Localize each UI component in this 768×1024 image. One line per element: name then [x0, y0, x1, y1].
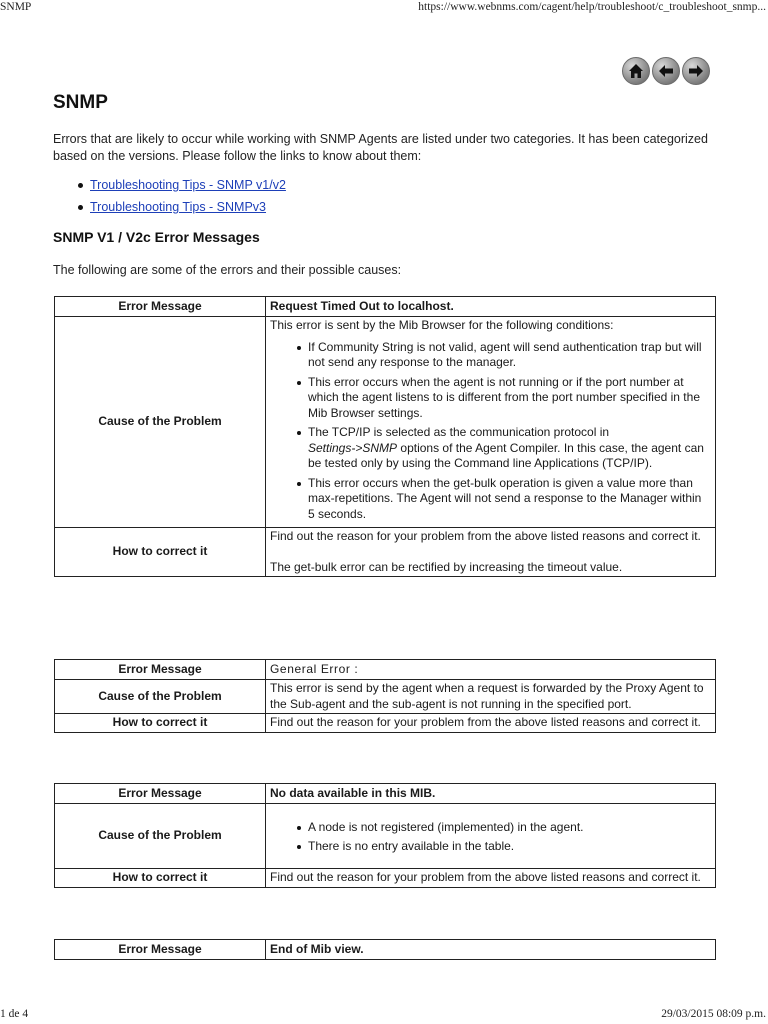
print-footer	[0, 1006, 768, 1024]
settings-path: Settings->SNMP	[308, 440, 398, 455]
error-table-end-of-mib-view	[54, 939, 716, 960]
correction-cell	[266, 528, 716, 577]
forward-arrow-icon[interactable]	[682, 57, 710, 85]
list-item: If Community String is not valid, agent will send authentication trap but will not send any response to the manager.	[308, 340, 711, 371]
troubleshooting-links	[53, 176, 286, 220]
page-title: SNMP	[53, 92, 108, 113]
home-icon[interactable]	[622, 57, 650, 85]
page-navigation	[622, 57, 710, 85]
list-item	[53, 198, 286, 220]
list-item	[53, 176, 286, 198]
print-header	[0, 0, 768, 16]
error-message-value: End of Mib view.	[266, 940, 716, 960]
how-to-correct-label: How to correct it	[55, 528, 266, 577]
how-to-correct-label: How to correct it	[55, 869, 266, 888]
link-snmpv3[interactable]: Troubleshooting Tips - SNMPv3	[90, 200, 267, 214]
error-message-label: Error Message	[55, 940, 266, 960]
cause-list	[270, 340, 711, 523]
cause-text: The TCP/IP is selected as the communication protocol in	[308, 425, 610, 439]
cause-text: options of the Agent Compiler. In this case, the agent can be tested only by using the Command line Applications (TCP/IP).	[308, 440, 704, 470]
error-message-label: Error Message	[55, 784, 266, 804]
intro-paragraph: Errors that are likely to occur while working with SNMP Agents are listed under two categories. It has been categorized based on the versions. Please follow the links to know about them:	[53, 132, 708, 163]
correction-text: Find out the reason for your problem from the above listed reasons and correct it.	[270, 529, 701, 543]
section-title: SNMP V1 / V2c Error Messages	[53, 229, 260, 245]
error-message-value: Request Timed Out to localhost.	[266, 297, 716, 317]
print-datetime: 29/03/2015 08:09 p.m.	[661, 1008, 766, 1020]
list-item: This error occurs when the get-bulk operation is given a value more than max-repetitions. The Agent will not send a response to the Manager within 5 seconds.	[308, 476, 711, 523]
link-snmp-v1-v2[interactable]: Troubleshooting Tips - SNMP v1/v2	[90, 178, 286, 192]
error-message-value: No data available in this MIB.	[266, 784, 716, 804]
error-table-no-data	[54, 783, 716, 888]
error-table-general-error	[54, 659, 716, 733]
back-arrow-icon[interactable]	[652, 57, 680, 85]
cause-text: This error is send by the agent when a request is forwarded by the Proxy Agent to the Sub-agent and the sub-agent is not running in the specified port.	[266, 680, 716, 714]
error-message-value: General Error :	[266, 660, 716, 680]
print-header-title: SNMP	[0, 1, 32, 13]
list-item: A node is not registered (implemented) in the agent.	[308, 820, 711, 836]
section-lead: The following are some of the errors and their possible causes:	[53, 263, 402, 277]
print-header-url: https://www.webnms.com/cagent/help/troubleshoot/c_troubleshoot_snmp...	[418, 1, 766, 13]
how-to-correct-label: How to correct it	[55, 714, 266, 733]
cause-label: Cause of the Problem	[55, 804, 266, 869]
correction-text: Find out the reason for your problem from the above listed reasons and correct it.	[266, 714, 716, 733]
error-message-label: Error Message	[55, 297, 266, 317]
cause-cell	[266, 804, 716, 869]
list-item	[308, 425, 711, 472]
cause-list	[270, 820, 711, 855]
correction-text: The get-bulk error can be rectified by increasing the timeout value.	[270, 559, 623, 574]
error-table-request-timed-out	[54, 296, 716, 577]
list-item: There is no entry available in the table.	[308, 839, 711, 855]
cause-label: Cause of the Problem	[55, 680, 266, 714]
page-number: 1 de 4	[0, 1008, 29, 1020]
cause-cell	[266, 317, 716, 528]
correction-text: Find out the reason for your problem from the above listed reasons and correct it.	[266, 869, 716, 888]
cause-intro: This error is sent by the Mib Browser for the following conditions:	[270, 318, 614, 332]
error-message-label: Error Message	[55, 660, 266, 680]
cause-label: Cause of the Problem	[55, 317, 266, 528]
list-item: This error occurs when the agent is not running or if the port number at which the agent listens to is different from the port number specified in the Mib Browser settings.	[308, 375, 711, 422]
